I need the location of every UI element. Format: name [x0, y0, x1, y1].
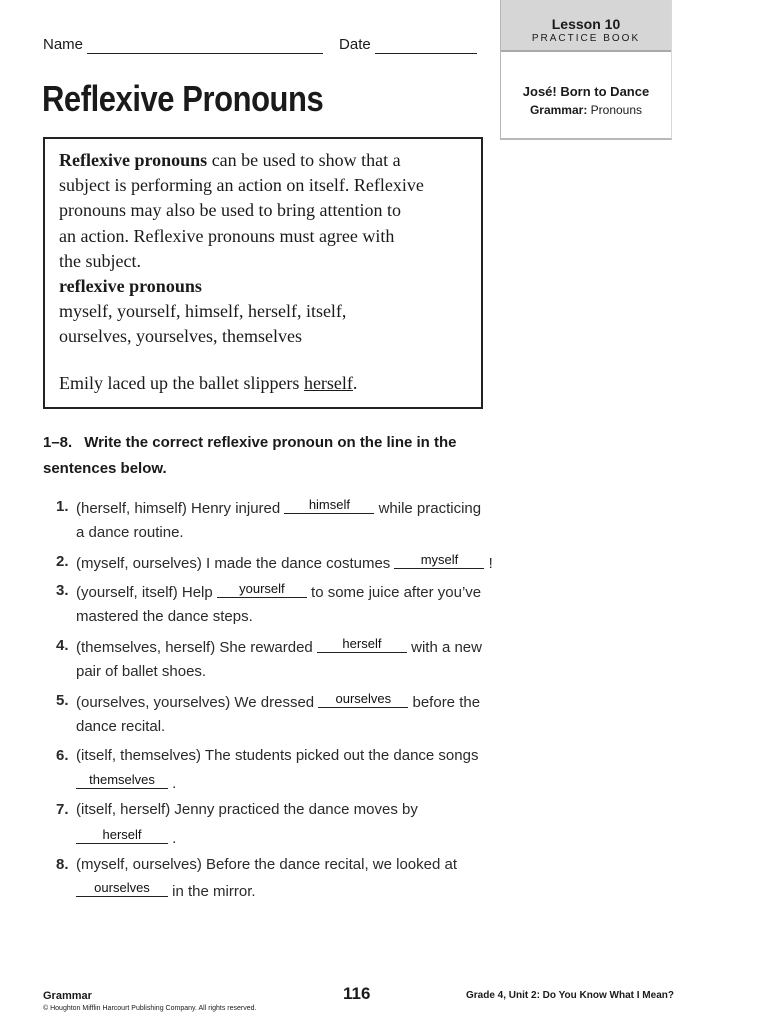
story-title: José! Born to Dance	[522, 84, 650, 99]
item-number: 5.	[56, 692, 69, 709]
name-date-row	[43, 36, 477, 54]
item-line: (itself, herself) Jenny practiced the dance moves by	[76, 801, 418, 818]
item-prompt: (themselves, herself) She rewarded	[76, 639, 317, 656]
answer-blank[interactable]: myself	[394, 553, 484, 569]
grammar-topic-line	[501, 103, 671, 117]
item-line-2: mastered the dance steps.	[76, 608, 253, 625]
footer-copyright: © Houghton Mifflin Harcourt Publishing Company. All rights reserved.	[43, 1005, 257, 1012]
practice-book-label: PRACTICE BOOK	[531, 33, 641, 44]
item-number: 8.	[56, 856, 69, 873]
item-number: 1.	[56, 498, 69, 515]
item-line-2	[76, 828, 176, 847]
definition-line	[59, 148, 471, 173]
item-number: 7.	[56, 801, 69, 818]
item-continuation: .	[168, 830, 177, 847]
example-sentence	[59, 371, 471, 396]
grammar-topic: Pronouns	[590, 103, 643, 117]
footer-subject: Grammar	[43, 990, 92, 1002]
item-prompt: (herself, himself) Henry injured	[76, 500, 285, 517]
item-prompt: (myself, ourselves) I made the dance costumes	[76, 555, 395, 572]
example-punctuation: .	[352, 372, 358, 393]
date-label: Date	[339, 36, 371, 53]
date-field[interactable]	[375, 36, 477, 54]
example-text: Emily laced up the ballet slippers	[59, 372, 304, 393]
example-pronoun: herself	[303, 372, 353, 393]
grammar-label: Grammar:	[529, 103, 588, 117]
definition-term: Reflexive pronouns	[59, 150, 208, 170]
item-prompt: (ourselves, yourselves) We dressed	[76, 694, 319, 711]
definition-text: can be used to show that a	[207, 150, 401, 170]
item-line	[76, 553, 493, 572]
item-line-2	[76, 881, 256, 900]
lesson-header	[501, 0, 671, 52]
item-prompt: (yourself, itself) Help	[76, 584, 217, 601]
item-continuation: in the mirror.	[168, 883, 256, 900]
instructions-text: Write the correct reflexive pronoun on the line in the	[84, 434, 457, 451]
definition-line: pronouns may also be used to bring attention to	[59, 200, 401, 221]
answer-blank[interactable]: yourself	[217, 582, 307, 598]
answer-blank[interactable]: herself	[76, 828, 168, 844]
item-number: 4.	[56, 637, 69, 654]
answer-blank[interactable]: ourselves	[76, 881, 168, 897]
instructions-text: sentences below.	[43, 460, 167, 477]
answer-blank[interactable]: herself	[317, 637, 407, 653]
item-number: 3.	[56, 582, 69, 599]
lesson-box	[500, 0, 672, 140]
pronoun-list-heading: reflexive pronouns	[59, 276, 202, 297]
answer-blank[interactable]: himself	[284, 498, 374, 514]
definition-line: subject is performing an action on itself. Reflexive	[59, 175, 424, 196]
instructions	[43, 430, 483, 482]
item-number: 6.	[56, 747, 69, 764]
lesson-number: Lesson 10	[551, 16, 621, 32]
definition-line: an action. Reflexive pronouns must agree with	[59, 225, 395, 246]
name-label: Name	[43, 36, 84, 53]
item-line	[76, 582, 481, 601]
footer-unit: Grade 4, Unit 2: Do You Know What I Mean?	[466, 990, 674, 1001]
definition-box	[43, 137, 483, 409]
page-title: Reflexive Pronouns	[42, 78, 324, 119]
item-line	[76, 637, 482, 656]
pronoun-list-line: myself, yourself, himself, herself, itself,	[59, 301, 347, 322]
item-range: 1–8.	[43, 434, 73, 451]
item-line	[76, 692, 480, 711]
item-line-2: dance recital.	[76, 718, 166, 735]
answer-blank[interactable]: themselves	[76, 773, 168, 789]
page-number: 116	[343, 984, 371, 1003]
item-continuation: .	[168, 775, 177, 792]
definition-line: the subject.	[59, 250, 141, 271]
item-continuation: !	[484, 555, 493, 572]
item-line-2	[76, 773, 176, 792]
item-line: (myself, ourselves) Before the dance recital, we looked at	[76, 856, 458, 873]
item-continuation: before the	[408, 694, 481, 711]
item-continuation: with a new	[406, 639, 482, 656]
pronoun-list-line: ourselves, yourselves, themselves	[59, 326, 302, 347]
item-line-2: pair of ballet shoes.	[76, 663, 207, 680]
item-line-2: a dance routine.	[76, 524, 184, 541]
item-line	[76, 498, 481, 517]
name-field[interactable]	[87, 36, 323, 54]
item-line: (itself, themselves) The students picked out the dance songs	[76, 747, 479, 764]
item-number: 2.	[56, 553, 69, 570]
answer-blank[interactable]: ourselves	[318, 692, 408, 708]
item-continuation: while practicing	[374, 500, 482, 517]
item-continuation: to some juice after you’ve	[306, 584, 482, 601]
